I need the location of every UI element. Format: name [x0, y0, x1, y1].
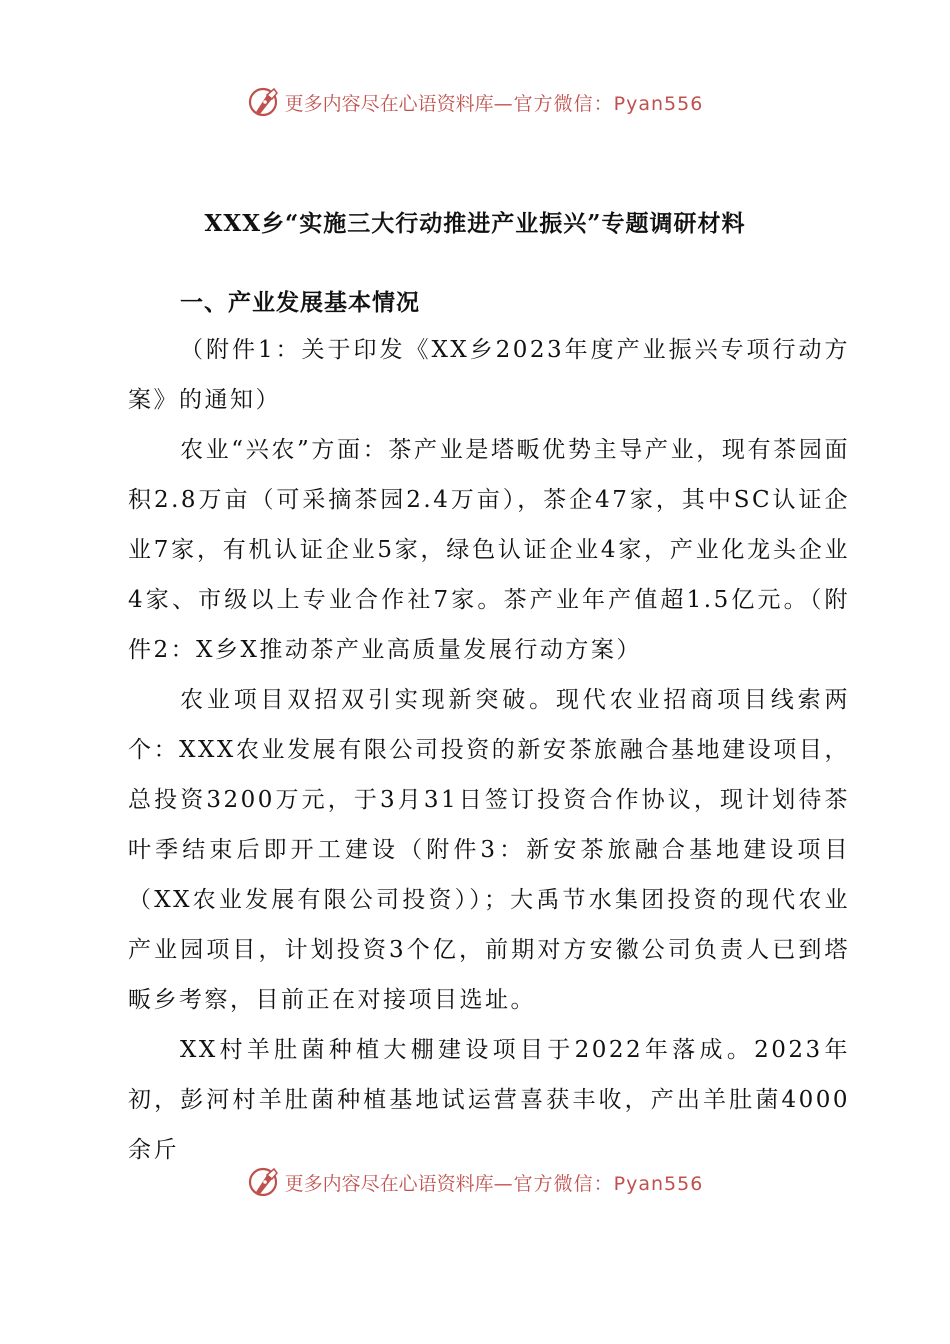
watermark-brand-text: 更多内容尽在心语资料库 [284, 92, 494, 115]
watermark-official-text: —官方微信：Pyan556 [493, 92, 704, 115]
section-heading: 一、产业发展基本情况 [180, 289, 420, 316]
paragraph-morel-project: XX村羊肚菌种植大棚建设项目于2022年落成。2023年初，彭河村羊肚菌种植基地试运营喜获丰收，产出羊肚菌4000余斤 [128, 1037, 850, 1163]
paragraph-investment-projects: 农业项目双招双引实现新突破。现代农业招商项目线索两个：XXX农业发展有限公司投资的新安茶旅融合基地建设项目，总投资3200万元，于3月31日签订投资合作协议，现计划待茶叶季结束后即开工建设（附件3：新安茶旅融合基地建设项目（XX农业发展有限公司投资））；大禹节水集团投资的现代农业产业园项目，计划投资3个亿，前期对方安徽公司负责人已到塔畈乡考察，目前正在对接项目选址。 [128, 687, 850, 1013]
header-watermark [0, 82, 950, 122]
paragraph-attachment-1: （附件1：关于印发《XX乡2023年度产业振兴专项行动方案》的通知） [128, 337, 850, 413]
document-title: XXX乡“实施三大行动推进产业振兴”专题调研材料 [204, 210, 746, 237]
paragraph-tea-industry: 农业“兴农”方面：茶产业是塔畈优势主导产业，现有茶园面积2.8万亩（可采摘茶园2.4万亩），茶企47家，其中SC认证企业7家，有机认证企业5家，绿色认证企业4家，产业化龙头企业4家、市级以上专业合作社7家。茶产业年产值超1.5亿元。（附件2：X乡X推动茶产业高质量发展行动方案） [128, 437, 850, 663]
document-body [128, 325, 850, 1175]
footer-watermark [0, 1162, 950, 1202]
watermark-official-text: —官方微信：Pyan556 [493, 1172, 704, 1195]
watermark-brand-text: 更多内容尽在心语资料库 [284, 1172, 494, 1195]
pen-nib-logo-icon [247, 85, 281, 119]
pen-nib-logo-icon [247, 1165, 281, 1199]
